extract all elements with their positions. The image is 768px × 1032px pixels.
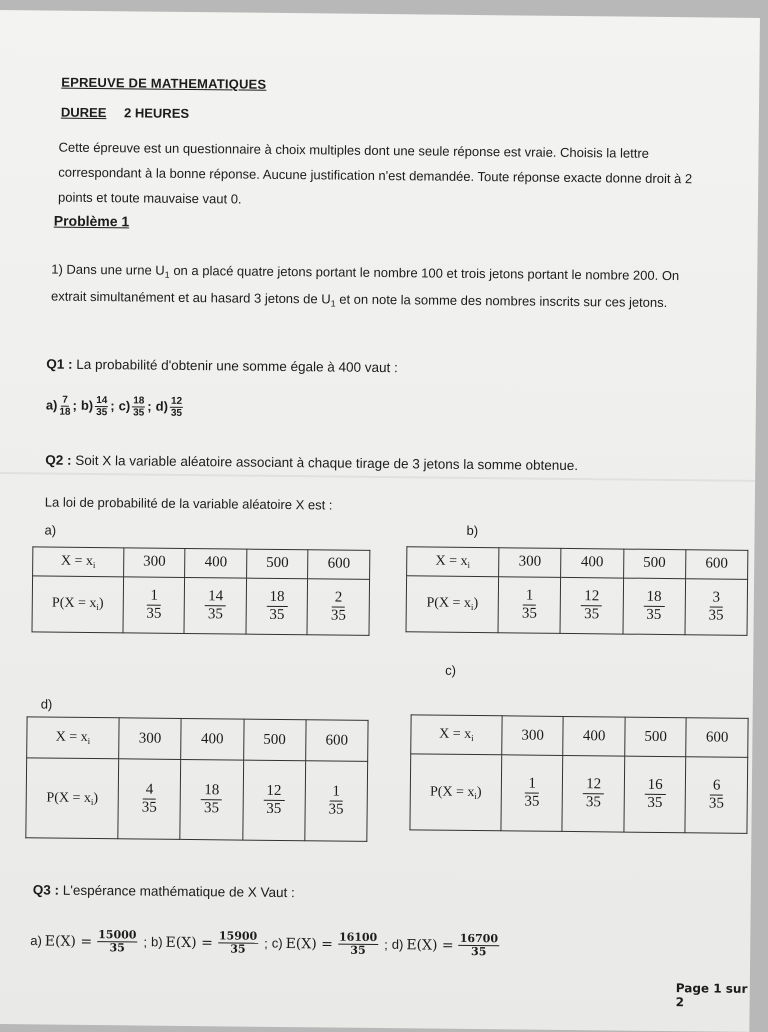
probability-fraction <box>522 587 537 623</box>
row-p-close: ) <box>93 791 98 806</box>
probability-numerator: 12 <box>581 588 602 606</box>
probability-numerator: 12 <box>263 783 284 801</box>
probability-denominator: 35 <box>522 605 537 622</box>
row-x-subscript: i <box>88 736 91 746</box>
page-number: Page 1 sur 2 <box>676 981 750 1010</box>
q1-option-fraction <box>95 395 108 418</box>
value-cell: 400 <box>181 718 244 760</box>
q3-option-fraction-denominator: 35 <box>350 945 365 957</box>
value-cell: 500 <box>243 719 306 761</box>
probability-fraction <box>708 589 723 625</box>
probability-numerator: 2 <box>332 589 346 607</box>
probability-cell <box>498 577 561 634</box>
q3-option-separator: ; <box>143 934 147 949</box>
row-p-subscript: i <box>471 602 474 612</box>
row-x-header <box>27 717 119 759</box>
q3-option-fraction <box>97 929 138 955</box>
value-cell: 500 <box>623 549 686 579</box>
probability-denominator: 35 <box>709 796 724 813</box>
probability-cell <box>307 579 369 636</box>
value-cell: 300 <box>124 548 186 578</box>
law-table-d <box>25 716 368 842</box>
probability-numerator: 1 <box>329 783 343 801</box>
instructions: Cette épreuve est un questionnaire à choix multiples dont une seule réponse est vraie. Choisis la lettre correspondant à la bonne réponse. Aucune justification n'est demandée. Toute réponse exacte donne droit à 2 points et toute mauvaise vaut 0. <box>58 135 699 217</box>
probability-numerator: 12 <box>583 776 604 794</box>
probability-fraction <box>142 781 157 817</box>
intro-part-c: et on note la somme des nombres inscrits sur ces jetons. <box>336 292 668 310</box>
q1-option-fraction-numerator: 7 <box>61 395 69 407</box>
q3-expression: E(X) = <box>406 937 453 953</box>
q3-option-letter: b) <box>151 934 163 949</box>
probability-denominator: 35 <box>584 606 599 623</box>
probability-fraction <box>644 777 665 813</box>
probability-numerator: 1 <box>147 587 161 605</box>
row-x-label: X = x <box>435 554 467 569</box>
probability-numerator: 6 <box>710 777 724 795</box>
q2-label: Q2 : <box>45 452 71 467</box>
row-p-close: ) <box>473 596 478 611</box>
probability-numerator: 4 <box>143 781 157 799</box>
probability-cell <box>624 756 686 833</box>
q3-option-fraction-denominator: 35 <box>471 946 486 958</box>
probability-cell <box>623 578 686 635</box>
probability-cell <box>562 756 624 833</box>
probability-denominator: 35 <box>586 794 601 811</box>
probability-fraction <box>643 588 664 624</box>
row-x-label: X = x <box>439 727 471 742</box>
probability-numerator: 1 <box>525 775 539 793</box>
value-cell: 600 <box>686 718 748 758</box>
probability-cell <box>123 577 185 634</box>
probability-denominator: 35 <box>524 794 539 811</box>
q1-option-fraction-denominator: 35 <box>171 408 182 419</box>
probability-denominator: 35 <box>146 606 161 623</box>
probability-denominator: 35 <box>142 800 157 817</box>
probability-denominator: 35 <box>208 606 223 623</box>
probability-fraction <box>263 783 284 819</box>
value-cell: 400 <box>563 716 625 756</box>
probability-fraction <box>266 589 287 625</box>
probability-numerator: 16 <box>645 777 666 795</box>
row-x-label: X = x <box>56 730 88 745</box>
q1-option-separator: ; <box>110 398 115 413</box>
q3-option-fraction-numerator: 15000 <box>97 929 137 943</box>
probability-denominator: 35 <box>708 607 723 624</box>
q3-option-letter: a) <box>30 933 42 948</box>
row-p-label: P(X = x <box>426 596 471 611</box>
q1-option-letter: a) <box>46 397 58 412</box>
probability-cell <box>246 578 308 635</box>
exam-title: EPREUVE DE MATHEMATIQUES <box>61 75 266 92</box>
row-x-header <box>411 715 502 755</box>
q1-option-fraction <box>59 395 70 418</box>
problem-title: Problème 1 <box>54 213 130 230</box>
value-cell: 300 <box>499 548 562 578</box>
q3-option-fraction-denominator: 35 <box>230 944 245 956</box>
probability-fraction <box>331 589 346 625</box>
probability-cell <box>685 757 747 834</box>
row-p-label: P(X = x <box>46 790 91 805</box>
value-cell: 600 <box>685 550 748 580</box>
probability-fraction <box>581 588 602 624</box>
q3-options <box>30 928 509 958</box>
intro-part-b: on a placé quatre jetons portant le nombre 100 et trois jetons portant le nombre 200. On extrait simultanément et au hasard 3 jetons de U <box>51 263 679 307</box>
row-p-subscript: i <box>96 602 99 612</box>
probability-cell <box>242 760 305 841</box>
q3-option-letter: d) <box>392 937 404 952</box>
q3-expression: E(X) = <box>45 933 92 949</box>
q1-option-fraction <box>132 395 145 418</box>
table-c-label: c) <box>445 663 456 678</box>
q1-option-fraction-denominator: 35 <box>133 407 144 418</box>
value-cell: 600 <box>305 720 368 762</box>
q1-option-letter: b) <box>81 398 93 413</box>
probability-fraction <box>328 783 343 819</box>
q3-question <box>33 882 295 900</box>
row-p-header <box>406 576 499 633</box>
q3-option-fraction-numerator: 16100 <box>338 932 378 946</box>
q3-text: L'espérance mathématique de X Vaut : <box>63 883 295 900</box>
law-intro: La loi de probabilité de la variable aléatoire X est : <box>45 494 333 512</box>
q1-option-letter: c) <box>119 398 131 413</box>
probability-numerator: 18 <box>266 589 287 607</box>
urn-subscript: 1 <box>165 270 170 280</box>
q1-option-separator: ; <box>147 399 152 414</box>
q1-option-fraction-denominator: 18 <box>59 407 70 418</box>
row-x-header <box>407 547 499 577</box>
q3-expression: E(X) = <box>165 934 212 950</box>
value-cell: 600 <box>308 550 370 580</box>
q1-text: La probabilité d'obtenir une somme égale à 400 vaut : <box>76 357 398 375</box>
value-cell: 400 <box>561 548 624 578</box>
law-table-b <box>406 546 749 636</box>
row-p-subscript: i <box>91 797 94 807</box>
probability-cell <box>184 577 246 634</box>
probability-cell <box>685 579 748 636</box>
probability-fraction <box>146 587 161 623</box>
probability-denominator: 35 <box>328 802 343 819</box>
q3-option-fraction-denominator: 35 <box>109 942 124 954</box>
q1-option-fraction-numerator: 12 <box>170 396 183 408</box>
probability-numerator: 1 <box>523 587 537 605</box>
row-p-label: P(X = x <box>430 784 475 799</box>
table-d-label: d) <box>41 696 53 711</box>
row-x-label: X = x <box>61 554 93 569</box>
row-p-close: ) <box>99 597 104 612</box>
value-cell: 300 <box>502 716 564 756</box>
probability-cell <box>560 577 623 634</box>
probability-denominator: 35 <box>647 795 662 812</box>
q1-option-fraction <box>170 396 183 419</box>
value-cell: 400 <box>185 548 247 578</box>
table-b-label: b) <box>466 523 478 538</box>
probability-fraction <box>201 782 222 818</box>
probability-fraction <box>709 777 724 813</box>
probability-fraction <box>524 775 539 811</box>
value-cell: 500 <box>625 717 687 757</box>
probability-denominator: 35 <box>331 607 346 624</box>
probability-numerator: 18 <box>643 588 664 606</box>
probability-fraction <box>583 776 604 812</box>
value-cell: 300 <box>119 718 182 760</box>
q3-option-fraction-numerator: 15900 <box>218 930 258 944</box>
q3-option-letter: c) <box>272 935 283 950</box>
probability-denominator: 35 <box>204 800 219 817</box>
intro-part-a: 1) Dans une urne U <box>51 262 165 278</box>
table-a-label: a) <box>44 522 56 537</box>
q1-label: Q1 : <box>46 357 72 372</box>
q1-option-letter: d) <box>156 399 168 414</box>
row-p-subscript: i <box>474 791 477 801</box>
row-p-close: ) <box>477 785 482 800</box>
law-table-a <box>31 546 370 636</box>
q3-expression: E(X) = <box>286 936 333 952</box>
probability-cell <box>305 761 368 842</box>
q3-option-fraction <box>459 933 500 959</box>
probability-numerator: 14 <box>205 588 226 606</box>
probability-numerator: 3 <box>709 589 723 607</box>
q1-option-separator: ; <box>72 398 77 413</box>
probability-fraction <box>205 588 226 624</box>
row-p-header <box>26 758 119 839</box>
q1-question <box>46 357 398 376</box>
q3-option-fraction <box>338 932 379 958</box>
row-p-header <box>410 754 502 831</box>
probability-denominator: 35 <box>269 607 284 624</box>
row-x-subscript: i <box>471 733 474 743</box>
problem-intro <box>51 257 702 318</box>
duration-value: 2 HEURES <box>124 105 189 121</box>
q1-options <box>46 395 189 419</box>
row-p-label: P(X = x <box>52 596 97 611</box>
probability-numerator: 18 <box>201 782 222 800</box>
row-x-subscript: i <box>93 560 96 570</box>
q2-question <box>45 452 578 473</box>
probability-denominator: 35 <box>646 607 661 624</box>
q3-option-fraction <box>218 930 259 956</box>
value-cell: 500 <box>247 549 309 579</box>
urn-subscript: 1 <box>331 298 336 308</box>
exam-sheet <box>0 10 760 1032</box>
probability-denominator: 35 <box>266 801 281 818</box>
probability-cell <box>180 760 243 841</box>
row-x-subscript: i <box>467 560 470 570</box>
q3-option-separator: ; <box>384 937 388 952</box>
probability-cell <box>501 755 563 832</box>
q1-option-fraction-denominator: 35 <box>96 407 107 418</box>
row-p-header <box>32 576 124 633</box>
q1-option-fraction-numerator: 14 <box>95 395 108 407</box>
q2-text: Soit X la variable aléatoire associant à chaque tirage de 3 jetons la somme obtenue. <box>75 453 578 473</box>
q3-option-fraction-numerator: 16700 <box>459 933 499 947</box>
duration-label: DUREE <box>61 105 107 120</box>
q3-label: Q3 : <box>33 882 59 897</box>
probability-cell <box>118 759 181 840</box>
law-table-c <box>409 714 748 834</box>
row-x-header <box>33 547 124 577</box>
paper-fold <box>0 472 755 482</box>
duration <box>61 105 189 121</box>
q1-option-fraction-numerator: 18 <box>132 395 145 407</box>
q3-option-separator: ; <box>264 935 268 950</box>
